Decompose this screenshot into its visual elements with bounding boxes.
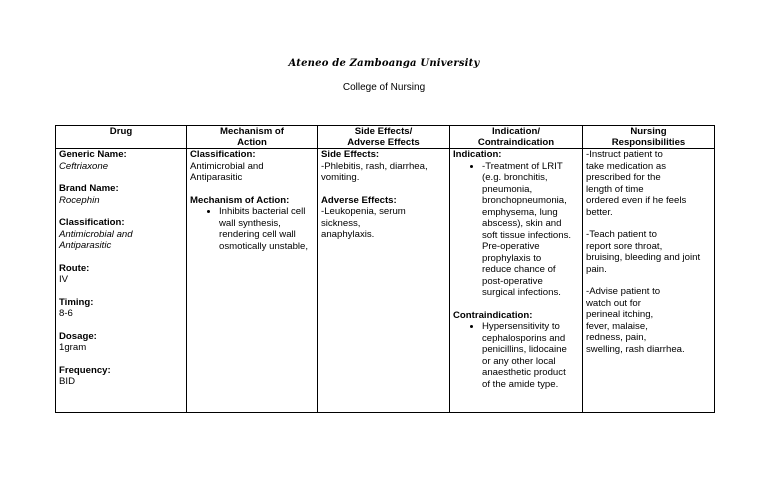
- list-item: • Inhibits bacterial cell wall synthesis, rendering cell wall osmotically unstable,: [219, 206, 314, 252]
- brand-name: Rocephin: [59, 194, 100, 206]
- contraindication-list: [453, 321, 579, 390]
- indication-list: [453, 161, 579, 299]
- drug-study-table: [55, 125, 715, 413]
- table-header-row: [56, 126, 715, 149]
- moa-list: [190, 206, 314, 252]
- list-item: • -Treatment of LRIT (e.g. bronchitis, pneumonia, bronchopneumonia, emphysema, lung abscess), skin and soft tissue infections. Pre-operative prophylaxis to reduce chance of post-operative surgical infections.: [482, 161, 579, 299]
- brand-name-label: Brand Name:: [59, 183, 119, 194]
- side-effects-cell: Side Effects: -Phlebitis, rash, diarrhea, vomiting. Adverse Effects: -Leukopenia, serum sickness, anaphylaxis.: [318, 149, 450, 413]
- generic-name: Ceftriaxone: [59, 160, 109, 172]
- generic-name-label: Generic Name:: [59, 149, 127, 160]
- mechanism-cell: Classification: Antimicrobial and Antiparasitic Mechanism of Action: • Inhibits bacterial cell wall synthesis, rendering cell wall osmotically unstable,: [187, 149, 318, 413]
- header-drug: Drug: [56, 126, 187, 149]
- frequency: BID: [59, 376, 75, 387]
- header-side-effects: Side Effects/ Adverse Effects: [318, 126, 450, 149]
- nursing-cell: -Instruct patient to take medication as prescribed for the length of time ordered even if he feels better. -Teach patient to report sore throat, bruising, bleeding and joint pain. -Advise patient to watch out for perineal itching, fever, malaise, redness, pain, swelling, rash diarrhea.: [583, 149, 715, 413]
- college-name: College of Nursing: [342, 82, 426, 93]
- route-label: Route:: [59, 262, 90, 274]
- dosage-label: Dosage:: [59, 330, 97, 342]
- route: IV: [59, 274, 69, 285]
- frequency-label: Frequency:: [59, 364, 111, 376]
- classification-label: Classification:: [59, 217, 125, 228]
- timing: 8-6: [59, 308, 73, 319]
- header-indication: Indication/ Contraindication: [450, 126, 583, 149]
- timing-label: Timing:: [59, 296, 94, 308]
- header-mechanism: Mechanism of Action: [187, 126, 318, 149]
- header-nursing: Nursing Responsibilities: [583, 126, 715, 149]
- list-item: • Hypersensitivity to cephalosporins and penicillins, lidocaine or any other local anaesthetic product of the amide type.: [482, 321, 579, 390]
- dosage: 1gram: [59, 342, 87, 353]
- indication-cell: Indication: • -Treatment of LRIT (e.g. bronchitis, pneumonia, bronchopneumonia, emphysema, lung abscess), skin and soft tissue infections. Pre-operative prophylaxis to reduce chance of post-operative surgical infections. Contraindication: • Hypersensitivity to cephalosporins and penicillins, lidocaine or any other local anaesthetic product of the amide type.: [450, 149, 583, 413]
- table-row: [56, 149, 715, 413]
- drug-cell: Generic Name: Ceftriaxone Brand Name: Rocephin Classification: Antimicrobial and Antiparasitic Route: IV Timing: 8-6 Dosage: 1gram Frequency: BID: [56, 149, 187, 413]
- university-name: Ateneo de Zamboanga University: [288, 58, 480, 69]
